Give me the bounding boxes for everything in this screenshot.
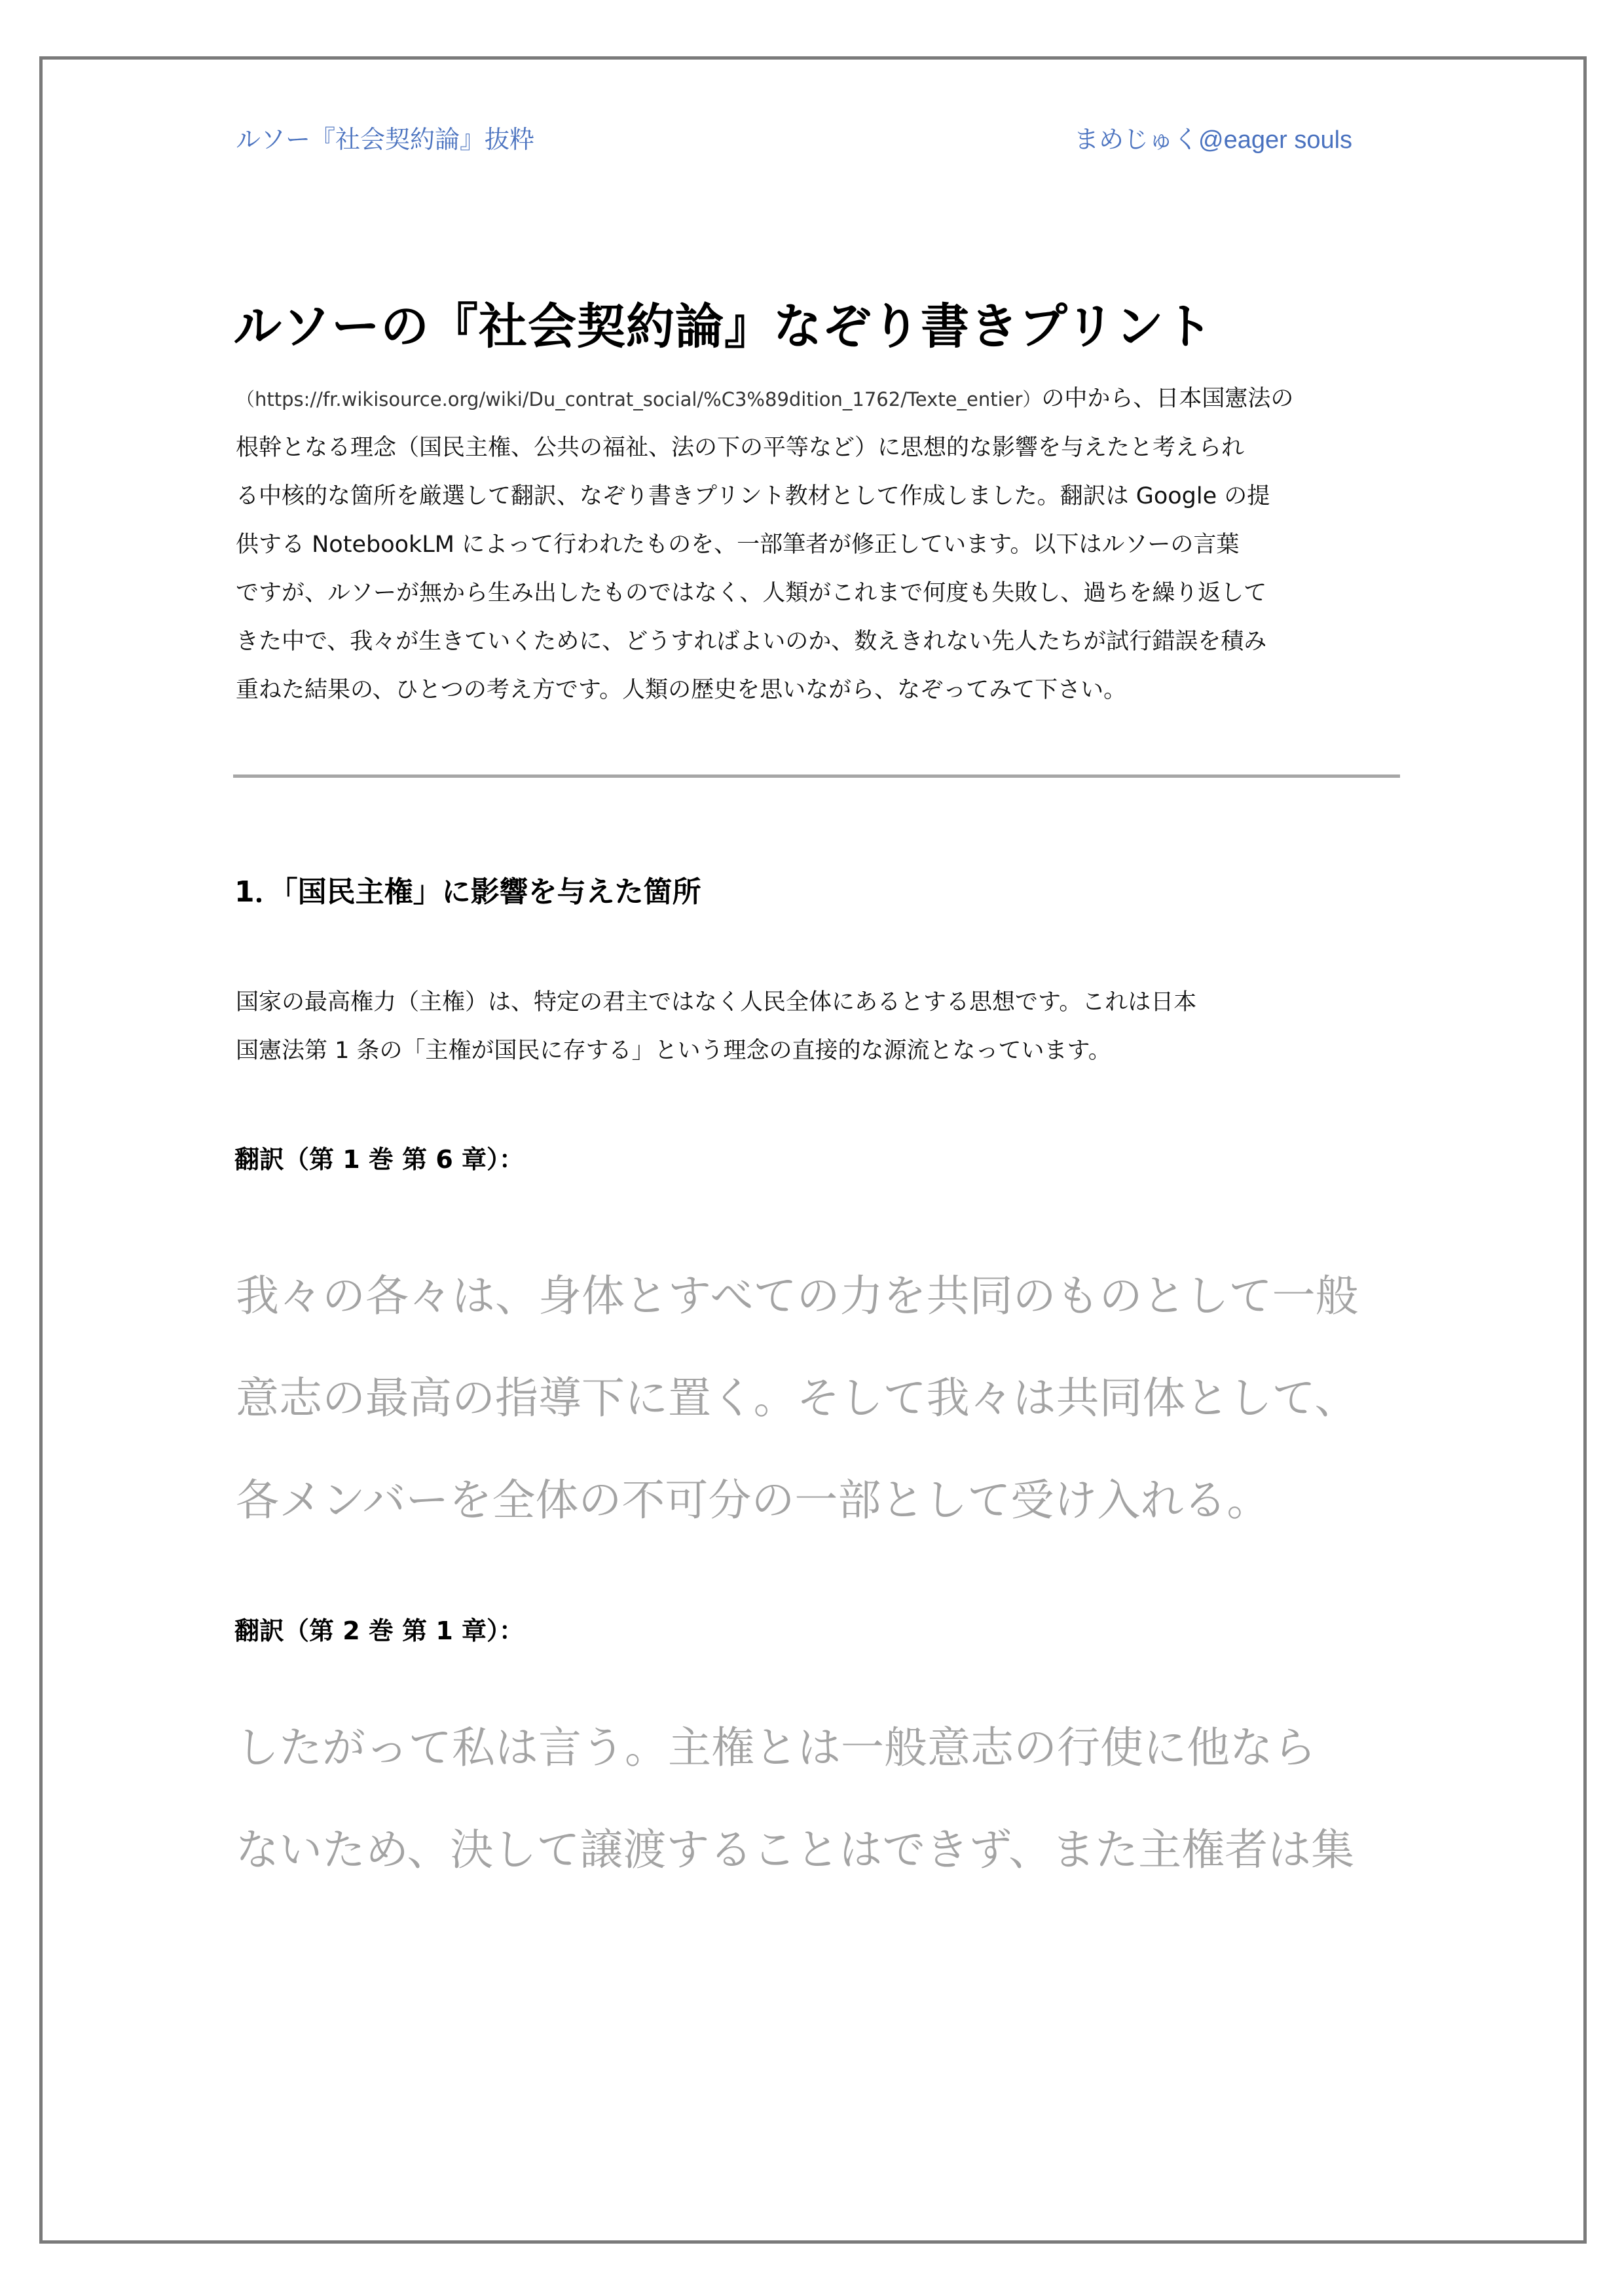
- translation-1-label: 翻訳（第 1 巻 第 6 章）：: [234, 1145, 525, 1174]
- intro-line-6: きた中で、我々が生きていくために、どうすればよいのか、数えきれない先人たちが試行錯誤を積み: [236, 629, 1267, 655]
- intro-line-4: 供する NotebookLM によって行われたものを、一部筆者が修正しています。以下はルソーの言葉: [236, 532, 1240, 558]
- translation-1-trace-text: [236, 1245, 1414, 1552]
- intro-line-3: る中核的な箇所を厳選して翻訳、なぞり書きプリント教材として作成しました。翻訳は Google の提: [236, 483, 1270, 509]
- intro-line-1: [236, 374, 1401, 424]
- trace-line: 我々の各々は、身体とすべての力を共同のものとして一般: [236, 1271, 1359, 1321]
- document-title: ルソーの『社会契約論』なぞり書きプリント: [233, 299, 1214, 355]
- intro-line-7: 重ねた結果の、ひとつの考え方です。人類の歴史を思いながら、なぞってみて下さい。: [236, 677, 1127, 703]
- trace-line: ないため、決して譲渡することはできず、また主権者は集: [236, 1825, 1355, 1875]
- intro-line-2: 根幹となる理念（国民主権、公共の福祉、法の下の平等など）に思想的な影響を与えたと考えられ: [236, 435, 1245, 461]
- intro-line-1-text: の中から、日本国憲法の: [1041, 386, 1294, 412]
- intro-line-5: ですが、ルソーが無から生み出したものではなく、人類がこれまで何度も失敗し、過ちを繰り返して: [236, 580, 1267, 606]
- trace-line: したがって私は言う。主権とは一般意志の行使に他なら: [236, 1722, 1316, 1773]
- section-1-desc-line-2: 国憲法第 1 条の「主権が国民に存する」という理念の直接的な源流となっています。: [236, 1038, 1111, 1064]
- translation-2-trace-text: [236, 1697, 1414, 1901]
- section-1-desc-line-1: 国家の最高権力（主権）は、特定の君主ではなく人民全体にあるとする思想です。これは日本: [236, 989, 1197, 1015]
- trace-line: 各メンバーを全体の不可分の一部として受け入れる。: [236, 1475, 1270, 1525]
- source-url: （https://fr.wikisource.org/wiki/Du_contrat_social/%C3%89dition_1762/Texte_entier）: [236, 388, 1042, 410]
- trace-line: 意志の最高の指導下に置く。そして我々は共同体として、: [236, 1373, 1358, 1423]
- section-1-heading: 1．「国民主権」に影響を与えた箇所: [234, 875, 701, 909]
- section-divider: [233, 774, 1400, 778]
- header-left-title: ルソー『社会契約論』抜粋: [236, 126, 535, 154]
- translation-2-label: 翻訳（第 2 巻 第 1 章）：: [234, 1616, 525, 1645]
- header-right-author: まめじゅく@eager souls: [1074, 126, 1353, 154]
- section-1-description: [236, 978, 1401, 1075]
- intro-paragraph: [236, 374, 1401, 714]
